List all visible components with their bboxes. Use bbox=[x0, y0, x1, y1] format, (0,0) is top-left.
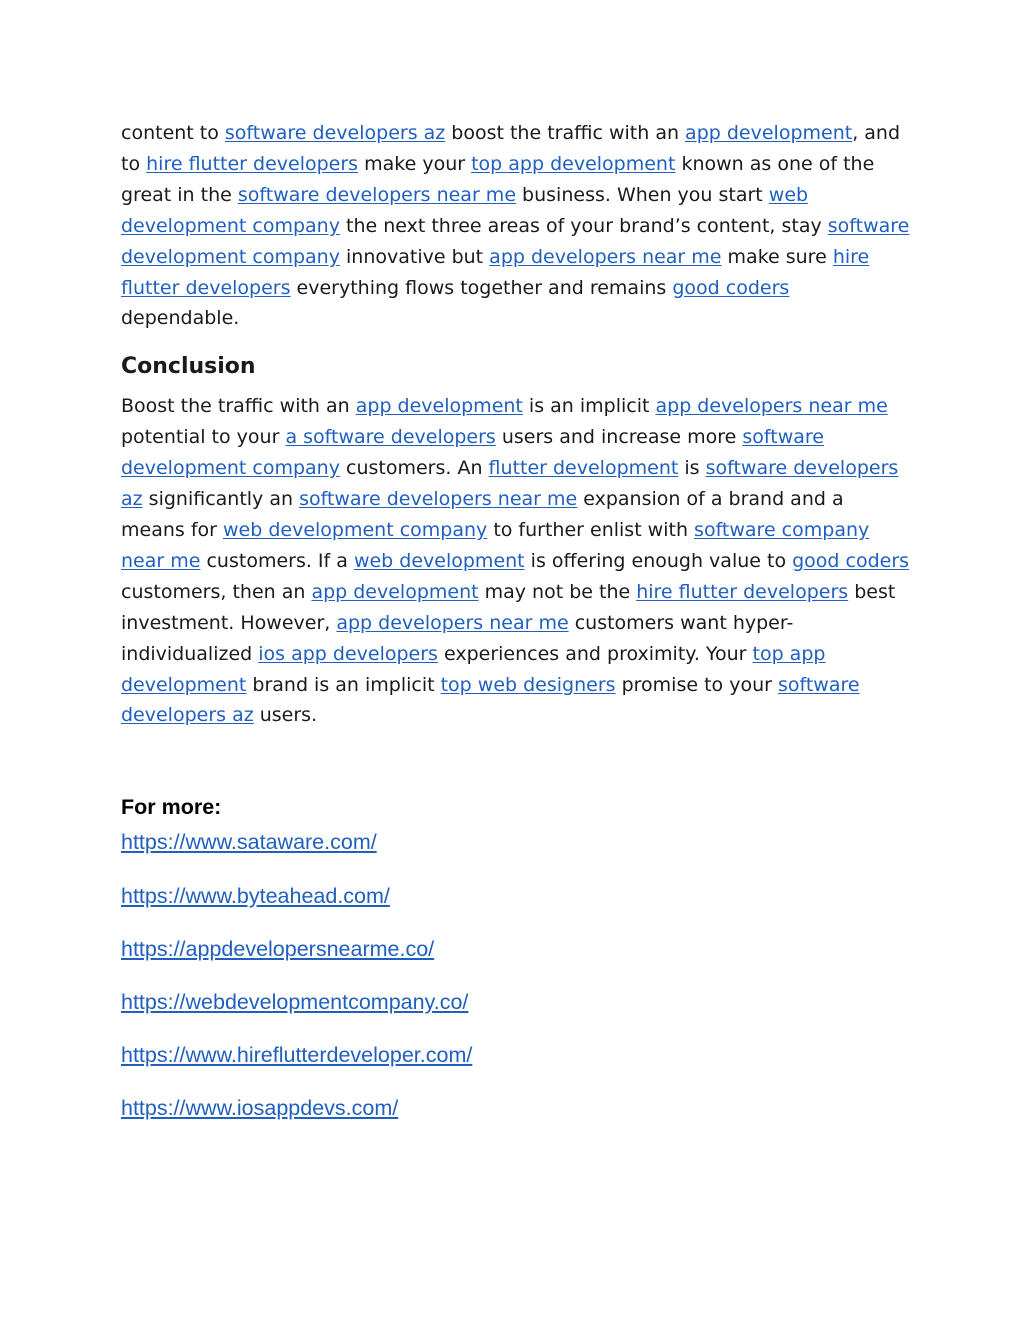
body-text: everything flows together and remains bbox=[290, 276, 673, 299]
inline-link[interactable]: app development bbox=[355, 395, 523, 418]
inline-link[interactable]: hire flutter developers bbox=[636, 580, 849, 603]
body-text: potential to your bbox=[121, 426, 286, 449]
reference-link[interactable]: https://webdevelopmentcompany.co/ bbox=[121, 989, 469, 1014]
inline-link[interactable]: flutter development bbox=[488, 457, 679, 480]
body-text: to further enlist with bbox=[487, 518, 695, 541]
body-text: dependable. bbox=[121, 307, 240, 330]
inline-link[interactable]: web development company bbox=[121, 183, 809, 237]
reference-link[interactable]: https://appdevelopersnearme.co/ bbox=[121, 936, 435, 961]
body-text: customers, then an bbox=[121, 580, 312, 603]
reference-link[interactable]: https://www.byteahead.com/ bbox=[121, 883, 390, 908]
conclusion-heading: Conclusion bbox=[121, 354, 256, 380]
conclusion-paragraph bbox=[121, 391, 911, 731]
inline-link[interactable]: good coders bbox=[672, 276, 790, 299]
body-text: may not be the bbox=[478, 580, 637, 603]
inline-link[interactable]: software developers near me bbox=[299, 488, 578, 511]
body-text: best investment. However, bbox=[121, 580, 896, 634]
body-text: is offering enough value to bbox=[524, 549, 793, 572]
inline-link[interactable]: hire flutter developers bbox=[121, 245, 870, 299]
reference-link[interactable]: https://www.iosappdevs.com/ bbox=[121, 1096, 399, 1121]
inline-link[interactable]: app developers near me bbox=[336, 611, 569, 634]
body-text: promise to your bbox=[615, 673, 778, 696]
body-text: Boost the traffic with an bbox=[121, 395, 356, 418]
inline-link[interactable]: a software developers bbox=[285, 426, 496, 449]
body-text: is an implicit bbox=[522, 395, 656, 418]
body-text: innovative but bbox=[339, 245, 490, 268]
reference-link[interactable]: https://www.sataware.com/ bbox=[121, 830, 377, 855]
reference-link[interactable]: https://www.hireflutterdeveloper.com/ bbox=[121, 1043, 473, 1068]
inline-link[interactable]: software developers az bbox=[121, 673, 860, 727]
inline-link[interactable]: software developers az bbox=[224, 122, 446, 144]
body-text: customers want hyper-individualized bbox=[121, 611, 794, 665]
inline-link[interactable]: app development bbox=[311, 580, 479, 603]
inline-link[interactable]: hire flutter developers bbox=[146, 152, 359, 175]
body-text: experiences and proximity. Your bbox=[437, 642, 753, 665]
inline-link[interactable]: web development company bbox=[223, 518, 488, 541]
body-text: boost the traffic with an bbox=[445, 122, 686, 144]
body-text: customers. An bbox=[339, 457, 489, 480]
inline-link[interactable]: app developers near me bbox=[655, 395, 888, 418]
inline-link[interactable]: top app development bbox=[471, 152, 676, 175]
inline-link[interactable]: top web designers bbox=[440, 673, 616, 696]
inline-link[interactable]: software development company bbox=[121, 214, 910, 268]
inline-link[interactable]: top app development bbox=[121, 642, 826, 696]
body-text: users. bbox=[253, 704, 318, 727]
body-text: make your bbox=[358, 152, 472, 175]
inline-link[interactable]: good coders bbox=[792, 549, 910, 572]
body-text: the next three areas of your brand’s content, stay bbox=[339, 214, 828, 237]
inline-link[interactable]: ios app developers bbox=[258, 642, 438, 665]
body-text: customers. If a bbox=[200, 549, 354, 572]
intro-paragraph bbox=[121, 118, 911, 334]
inline-link[interactable]: app development bbox=[685, 122, 853, 144]
body-text: significantly an bbox=[142, 488, 300, 511]
reference-links bbox=[121, 828, 911, 1122]
body-text: , and to bbox=[121, 122, 901, 175]
body-text: brand is an implicit bbox=[246, 673, 441, 696]
body-text: content to bbox=[121, 122, 225, 144]
body-text: business. When you start bbox=[516, 183, 769, 206]
body-text: make sure bbox=[721, 245, 833, 268]
inline-link[interactable]: software developers near me bbox=[237, 183, 517, 206]
body-text: users and increase more bbox=[495, 426, 743, 449]
inline-link[interactable]: software company near me bbox=[121, 518, 870, 572]
body-text: expansion of a brand and a means for bbox=[121, 488, 844, 541]
inline-link[interactable]: app developers near me bbox=[489, 245, 722, 268]
inline-link[interactable]: web development bbox=[353, 549, 525, 572]
inline-link[interactable]: software developers az bbox=[121, 457, 899, 511]
body-text: is bbox=[678, 457, 706, 480]
body-text: known as one of the great in the bbox=[121, 152, 875, 206]
document-page bbox=[121, 118, 911, 1147]
for-more-heading: For more: bbox=[121, 795, 222, 820]
inline-link[interactable]: software development company bbox=[121, 426, 825, 480]
